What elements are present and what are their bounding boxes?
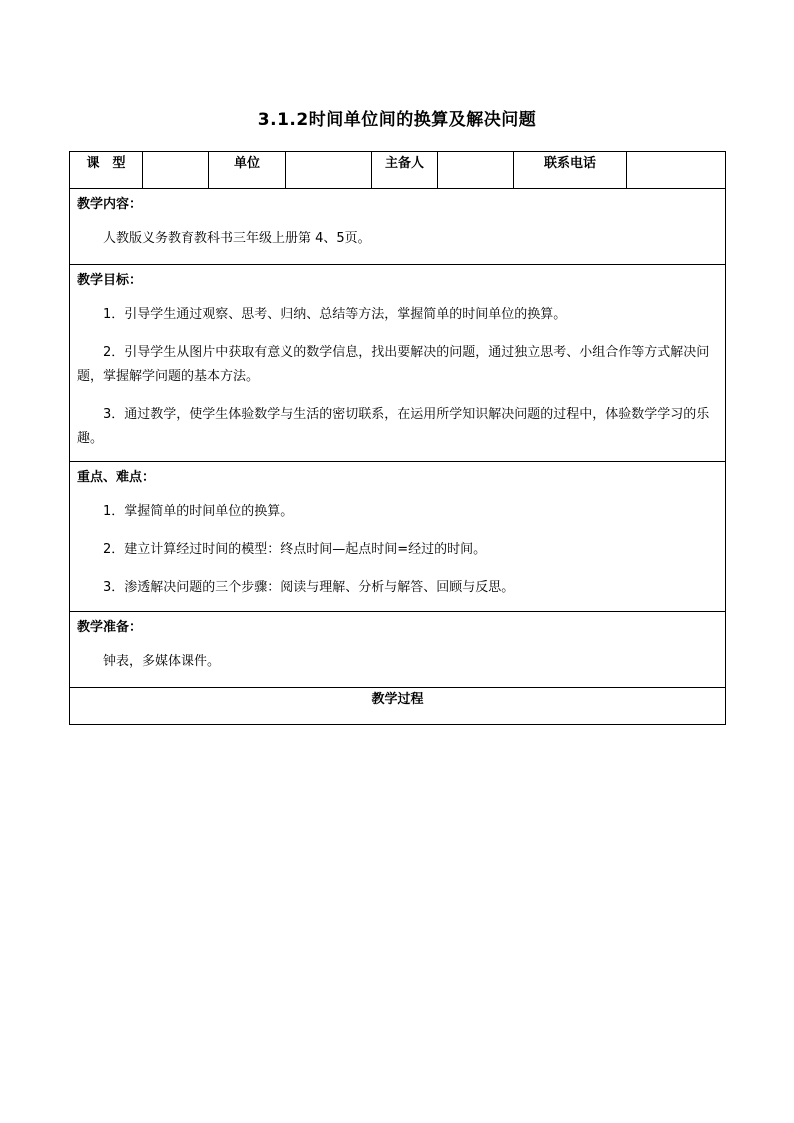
key-points-section bbox=[70, 462, 726, 612]
goals-section bbox=[70, 265, 726, 462]
preparation-text: 钟表，多媒体课件。 bbox=[103, 654, 221, 669]
preparation-heading: 教学准备： bbox=[77, 620, 143, 635]
key-points-heading: 重点、难点： bbox=[77, 470, 156, 485]
key-point-item: 3．渗透解决问题的三个步骤：阅读与理解、分析与解答、回顾与反思。 bbox=[103, 580, 515, 595]
process-heading: 教学过程 bbox=[70, 688, 726, 725]
goal-item: 2．引导学生从图片中获取有意义的数学信息，找出要解决的问题，通过独立思考、小组合作等方式解决问题，掌握解学问题的基本方法。 bbox=[77, 345, 710, 384]
key-point-item: 1．掌握简单的时间单位的换算。 bbox=[103, 504, 294, 519]
content-heading: 教学内容： bbox=[77, 197, 143, 212]
content-section bbox=[70, 189, 726, 265]
unit-value bbox=[286, 152, 372, 189]
type-label: 课 型 bbox=[70, 152, 143, 189]
goal-item: 1．引导学生通过观察、思考、归纳、总结等方法，掌握简单的时间单位的换算。 bbox=[103, 307, 567, 322]
phone-label: 联系电话 bbox=[514, 152, 627, 189]
document-title: 3.1.2时间单位间的换算及解决问题 bbox=[257, 110, 537, 130]
header-row bbox=[70, 152, 726, 189]
unit-label: 单位 bbox=[209, 152, 286, 189]
key-point-item: 2．建立计算经过时间的模型：终点时间—起点时间=经过的时间。 bbox=[103, 542, 487, 557]
goal-item: 3．通过教学，使学生体验数学与生活的密切联系，在运用所学知识解决问题的过程中，体验数学学习的乐趣。 bbox=[77, 407, 710, 446]
content-text: 人教版义务教育教科书三年级上册第 4、5页。 bbox=[103, 231, 371, 246]
goals-heading: 教学目标： bbox=[77, 273, 143, 288]
preparation-section bbox=[70, 612, 726, 688]
phone-value bbox=[627, 152, 726, 189]
preparer-label: 主备人 bbox=[372, 152, 438, 189]
process-section bbox=[70, 688, 726, 725]
type-value bbox=[143, 152, 209, 189]
lesson-plan-table bbox=[69, 151, 726, 725]
preparer-value bbox=[438, 152, 514, 189]
